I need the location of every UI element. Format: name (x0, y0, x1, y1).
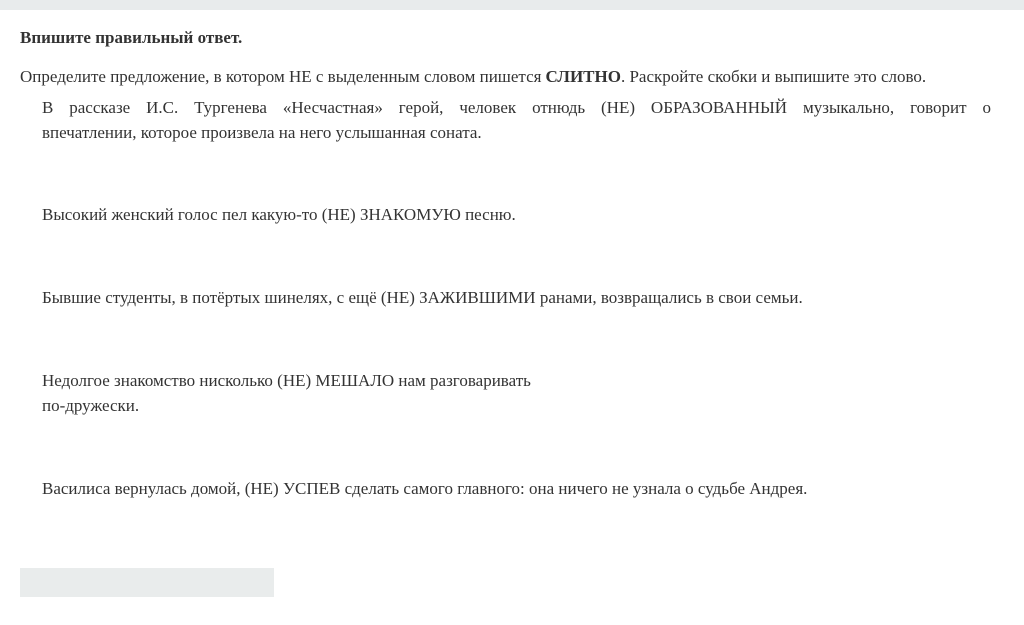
answer-input[interactable] (20, 568, 274, 597)
sentence-line: Недолгое знакомство нисколько (НЕ) МЕШАЛО нам разговаривать (42, 371, 531, 390)
sentence-option-5 (42, 476, 991, 501)
sentence-option-3 (42, 285, 991, 310)
sentence-line: Василиса вернулась домой, (НЕ) УСПЕВ сделать самого главного: она ничего не узнала о судьбе Андрея. (42, 479, 808, 498)
sentence-line: В рассказе И.С. Тургенева «Несчастная» герой, человек отнюдь (НЕ) ОБРАЗОВАННЫЙ музыкально, говорит о (42, 98, 991, 117)
top-bar (0, 0, 1024, 10)
task-instruction (20, 66, 926, 88)
instruction-text-end: . Раскройте скобки и выпишите это слово. (620, 67, 927, 86)
task-heading: Впишите правильный ответ. (20, 28, 243, 47)
instruction-text: Определите предложение, в котором НЕ с выделенным словом пишется (20, 67, 542, 86)
sentence-option-4 (42, 368, 991, 418)
sentence-line: Высокий женский голос пел какую-то (НЕ) ЗНАКОМУЮ песню. (42, 205, 516, 224)
sentence-line: впечатлении, которое произвела на него услышанная соната. (42, 123, 482, 142)
sentence-option-2 (42, 202, 991, 227)
instruction-keyword: СЛИТНО (545, 67, 621, 86)
sentence-option-1 (42, 95, 991, 145)
sentence-line: Бывшие студенты, в потёртых шинелях, с ещё (НЕ) ЗАЖИВШИМИ ранами, возвращались в свои семьи. (42, 288, 803, 307)
sentence-line: по-дружески. (42, 396, 140, 415)
